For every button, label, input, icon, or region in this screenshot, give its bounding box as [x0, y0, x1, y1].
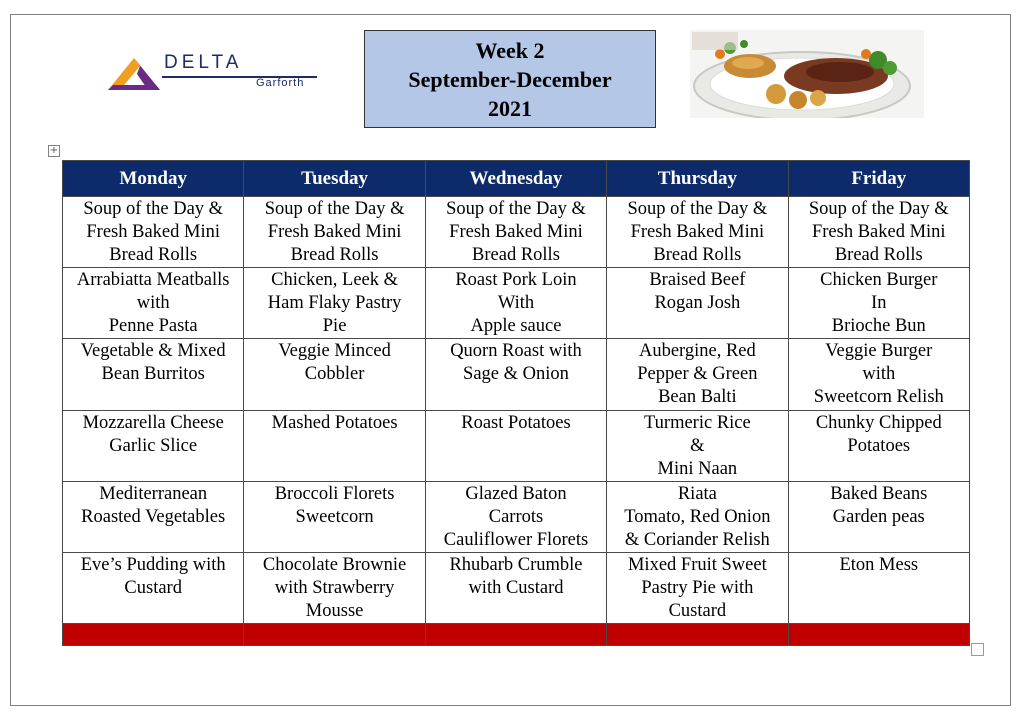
roast-dinner-photo [690, 30, 924, 118]
menu-cell-line: Bread Rolls [653, 245, 742, 265]
menu-cell-thursday[interactable] [607, 411, 788, 482]
logo-subtitle: Garforth [256, 77, 305, 89]
header-row [63, 161, 970, 197]
menu-cell-line: Braised Beef [649, 270, 746, 290]
menu-cell-wednesday[interactable] [425, 268, 606, 339]
day-header-tuesday: Tuesday [244, 161, 425, 197]
table-row [63, 268, 970, 339]
menu-cell-tuesday[interactable] [244, 339, 425, 411]
day-header-friday: Friday [788, 161, 969, 197]
footer-band-cell [244, 624, 425, 646]
table-row [63, 197, 970, 268]
menu-cell-monday[interactable] [63, 197, 244, 268]
day-header-thursday: Thursday [607, 161, 788, 197]
menu-cell-line: Pepper & Green [637, 364, 758, 384]
menu-cell-line: Quorn Roast with [450, 341, 582, 361]
menu-cell-monday[interactable] [63, 339, 244, 411]
menu-cell-line: Sweetcorn [295, 507, 374, 527]
title-week: Week 2 [475, 37, 545, 63]
table-row [63, 553, 970, 624]
menu-cell-friday[interactable] [788, 339, 969, 411]
menu-cell-line: Fresh Baked Mini [811, 222, 946, 242]
menu-cell-friday[interactable] [788, 411, 969, 482]
title-year: 2021 [488, 95, 532, 121]
menu-cell-line: Soup of the Day & [808, 199, 949, 219]
menu-cell-line: Soup of the Day & [446, 199, 586, 219]
move-cross-icon[interactable]: + [49, 145, 59, 156]
footer-band-cell [607, 624, 788, 646]
menu-cell-line: In [871, 293, 887, 313]
menu-cell-tuesday[interactable] [244, 553, 425, 624]
title-term: September-December [408, 66, 612, 92]
day-header-monday: Monday [63, 161, 244, 197]
menu-cell-wednesday[interactable] [425, 553, 606, 624]
menu-cell-line: Fresh Baked Mini [630, 222, 765, 242]
menu-cell-line: Veggie Burger [825, 341, 933, 361]
menu-cell-thursday[interactable] [607, 268, 788, 339]
menu-cell-friday[interactable] [788, 553, 969, 624]
menu-cell-line: Soup of the Day & [627, 199, 768, 219]
menu-cell-line: Bean Balti [658, 387, 737, 407]
table-row [63, 411, 970, 482]
menu-cell-line: Cobbler [304, 364, 365, 384]
menu-cell-line: with Custard [468, 578, 564, 598]
title-box [364, 30, 656, 128]
menu-cell-thursday[interactable] [607, 482, 788, 553]
menu-cell-wednesday[interactable] [425, 411, 606, 482]
menu-cell-line: with Strawberry [274, 578, 395, 598]
menu-cell-line: Veggie Minced [278, 341, 391, 361]
menu-cell-line: Mini Naan [657, 459, 738, 479]
menu-cell-line: Chunky Chipped [815, 413, 942, 433]
day-header-wednesday: Wednesday [425, 161, 606, 197]
menu-cell-monday[interactable] [63, 553, 244, 624]
menu-cell-line: Fresh Baked Mini [86, 222, 220, 242]
menu-cell-thursday[interactable] [607, 553, 788, 624]
menu-cell-line: Vegetable & Mixed [80, 341, 226, 361]
menu-cell-tuesday[interactable] [244, 197, 425, 268]
footer-band-cell [63, 624, 244, 646]
menu-cell-monday[interactable] [63, 268, 244, 339]
menu-cell-line: Penne Pasta [108, 316, 198, 336]
menu-cell-line: Eton Mess [839, 555, 919, 575]
menu-cell-line: Pastry Pie with [641, 578, 754, 598]
menu-cell-line: Mediterranean [99, 484, 208, 504]
footer-band-row [63, 624, 970, 646]
menu-cell-line: Tomato, Red Onion [624, 507, 771, 527]
menu-cell-line: Garlic Slice [109, 436, 198, 456]
menu-cell-line: & Coriander Relish [624, 530, 770, 550]
menu-cell-line: Glazed Baton [465, 484, 567, 504]
menu-cell-line: Soup of the Day & [264, 199, 405, 219]
menu-cell-line: Riata [677, 484, 717, 504]
menu-cell-line: Baked Beans [830, 484, 928, 504]
menu-cell-line: Arrabiatta Meatballs [76, 270, 230, 290]
menu-cell-line: Bread Rolls [472, 245, 560, 265]
menu-cell-line: Garden peas [832, 507, 925, 527]
menu-cell-friday[interactable] [788, 268, 969, 339]
menu-cell-line: Roast Potatoes [461, 413, 571, 433]
menu-cell-wednesday[interactable] [425, 197, 606, 268]
menu-cell-line: Rhubarb Crumble [449, 555, 583, 575]
menu-cell-line: Broccoli Florets [274, 484, 395, 504]
menu-cell-line: Mousse [305, 601, 364, 621]
menu-cell-line: Roasted Vegetables [81, 507, 226, 527]
menu-cell-line: with [136, 293, 170, 313]
menu-cell-tuesday[interactable] [244, 411, 425, 482]
menu-cell-line: Pie [322, 316, 347, 336]
menu-cell-line: Soup of the Day & [83, 199, 224, 219]
menu-cell-line: Brioche Bun [831, 316, 926, 336]
menu-cell-line: Eve’s Pudding with [80, 555, 226, 575]
menu-cell-line: Cauliflower Florets [443, 530, 589, 550]
menu-cell-line: Aubergine, Red [638, 341, 756, 361]
menu-cell-friday[interactable] [788, 482, 969, 553]
menu-cell-line: Carrots [488, 507, 544, 527]
menu-cell-thursday[interactable] [607, 339, 788, 411]
menu-cell-line: Sage & Onion [463, 364, 569, 384]
menu-cell-monday[interactable] [63, 482, 244, 553]
footer-band-cell [788, 624, 969, 646]
menu-cell-line: Turmeric Rice [644, 413, 751, 433]
menu-cell-line: Mozzarella Cheese [82, 413, 224, 433]
menu-cell-line: Sweetcorn Relish [813, 387, 944, 407]
menu-cell-thursday[interactable] [607, 197, 788, 268]
footer-band-cell [425, 624, 606, 646]
menu-cell-wednesday[interactable] [425, 482, 606, 553]
menu-cell-line: Ham Flaky Pastry [267, 293, 402, 313]
menu-cell-line: Chocolate Brownie [262, 555, 407, 575]
menu-cell-line: Bean Burritos [101, 364, 205, 384]
menu-cell-line: Custard [124, 578, 182, 598]
delta-logo-icon [104, 54, 166, 94]
menu-cell-line: Bread Rolls [109, 245, 198, 265]
table-row [63, 482, 970, 553]
menu-cell-line: Mashed Potatoes [271, 413, 398, 433]
delta-logo [104, 50, 324, 98]
menu-cell-line: Custard [668, 601, 727, 621]
table-row [63, 339, 970, 411]
menu-cell-line: Roast Pork Loin [455, 270, 577, 290]
menu-cell-line: & [690, 436, 705, 456]
menu-cell-friday[interactable] [788, 197, 969, 268]
menu-cell-tuesday[interactable] [244, 482, 425, 553]
menu-cell-line: Bread Rolls [834, 245, 923, 265]
menu-cell-line: with [862, 364, 896, 384]
menu-cell-line: Apple sauce [470, 316, 562, 336]
menu-cell-line: With [497, 293, 535, 313]
menu-cell-line: Bread Rolls [290, 245, 379, 265]
menu-table [62, 160, 970, 646]
menu-cell-monday[interactable] [63, 411, 244, 482]
menu-cell-tuesday[interactable] [244, 268, 425, 339]
menu-cell-line: Chicken, Leek & [271, 270, 399, 290]
menu-cell-wednesday[interactable] [425, 339, 606, 411]
menu-cell-line: Fresh Baked Mini [449, 222, 583, 242]
menu-cell-line: Rogan Josh [654, 293, 741, 313]
menu-cell-line: Chicken Burger [820, 270, 938, 290]
menu-cell-line: Potatoes [847, 436, 911, 456]
resize-handle-icon[interactable] [971, 643, 984, 656]
menu-cell-line: Mixed Fruit Sweet [627, 555, 767, 575]
menu-cell-line: Fresh Baked Mini [267, 222, 402, 242]
logo-brand: DELTA [164, 52, 243, 73]
